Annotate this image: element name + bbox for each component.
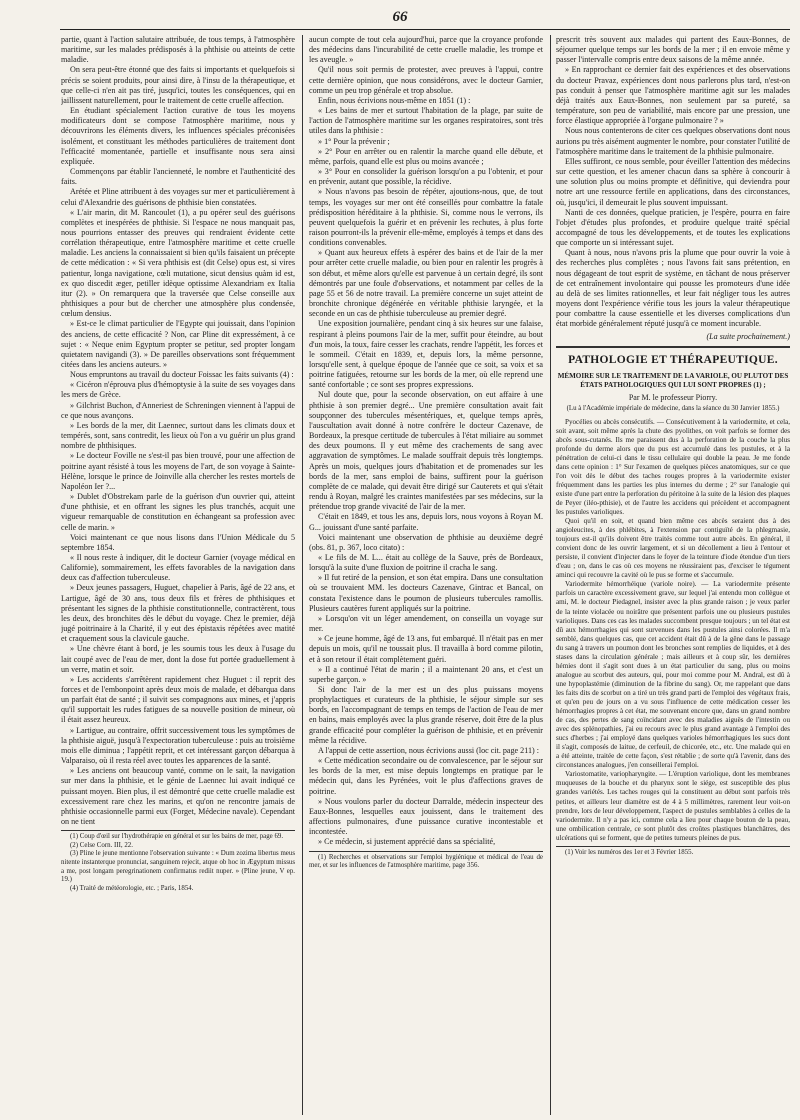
paragraph: » Ce jeune homme, âgé de 13 ans, fut embarqué. Il n'était pas en mer depuis un mois, qu'il ne toussait plus. Il travailla à bord comme pilotin, et à son retour il était complètement guéri. <box>309 634 543 664</box>
paragraph: (1) Voir les numéros des 1er et 3 Février 1855. <box>565 848 694 856</box>
article-title: MÉMOIRE SUR LE TRAITEMENT DE LA VARIOLE, OU PLUTOT DES ÉTATS PATHOLOGIQUES QUI LUI SONT PROPRES (1) ; <box>557 371 789 390</box>
paragraph: aucun compte de tout cela aujourd'hui, parce que la croyance profonde des médecins dans l'incurabilité de cette cruelle maladie, les trompe et les aveugle. » <box>309 35 543 65</box>
paragraph: Pyocélies ou abcès consécutifs. — Consécutivement à la variodermite, et cela, soit avant, soit même après la chute des pyolithes, on voit parfois se former des abcès sous-cutanés. Ils me paraissent dus à la perforation de la couche la plus profonde du derme alors que du pus est accumulé dans les pustules, et à la pénétration de celui-ci dans le tissu cellulaire qui double la peau. Je me fonde dans cette opinion : 1° Sur l'examen de quelques pièces anatomiques, sur ce que l'on voit dès le début des taches rouges propres à la variodermite exister fréquemment dans les parties les plus internes du derme ; 2° sur l'analogie qui existe d'une part entre la perforation du péritoine à la suite de la lésion des plaques de Peyer (iléo-pthisie), et de l'autre les accidens qui précèdent et accompagnent les pustules varioliques. <box>556 417 790 517</box>
paragraph: » Les anciens ont beaucoup vanté, comme on le sait, la navigation sur mer dans la phthisie, et le génie de Laennec lui avait indiqué ce puissant moyen. Bien plus, il est démontré que cette cruelle maladie est excessivement rare chez les marins, et qu'on ne rencontre jamais de phthisie occasionnelle parmi eux (Forget, Médecine navale). Cependant on ne tient <box>61 766 295 827</box>
paragraph: » Deux jeunes passagers, Huguet, chapelier à Paris, âgé de 22 ans, et Lartigue, âgé de 30 ans, tous deux fils et frères de phthisiques et présentant les signes de la phthisie constitutionnelle, contractèrent, tous les deux, des bronchites dès le début du voyage. Chez le premier, déjà jugé poitrinaire à la Charité, il y eut des épistaxis répétées avec matité et craquement sous la clavicule gauche. <box>61 583 295 644</box>
paragraph: » Il fut retiré de la pension, et son état empira. Dans une consultation où se trouvaient MM. les docteurs Cazenave, Gintrac et Bancal, on constata l'existence dans le poumon de plusieurs tubercules ramollis. Plusieurs cautères furent appliqués sur la poitrine. <box>309 573 543 613</box>
paragraph: » 1° Pour la prévenir ; <box>318 136 390 146</box>
paragraph: En étudiant spécialement l'action curative de tous les moyens modificateurs dont se compose l'atmosphère maritime, nous y découvrirons les éléments divers, les influences spéciales préconisées isolément, et constituant les méthodes particulières de traitement dont l'efficacité momentanée, partielle et insuffisante nous sera ainsi expliquée. <box>61 106 295 166</box>
paragraph: prescrit très souvent aux malades qui partent des Eaux-Bonnes, de séjourner quelque temps sur les bords de la mer ; il en envoie même y passer l'intervalle compris entre deux saisons de la même année. <box>556 35 790 65</box>
footnote-rule <box>556 846 790 847</box>
paragraph: Nul doute que, pour la seconde observation, on eut affaire à une phthisie à son premier degré... Une première consultation avait fait soupçonner des tubercules mésentériques, et, quelque temps après, l'auscultation avait donné à notre confrère le docteur Cazenave, de Bordeaux, la presque certitude de tubercules à l'état miliaire au sommet des deux poumons. Il y eut même des crachements de sang avec aggravation de symptômes. Le malade souffrait depuis très longtemps. Après un mois, quelques jours d'habitation et de promenades sur les bords de la mer, sans emploi de bains, suffirent pour la guérison complète de ce malade, qui devait être dirigé sur Cauterets et qui s'était rendu à Royan, malgré les craintes manifestées par ses médecins, sur la prétendue trop grande vivacité de l'air de la mer. <box>309 390 543 512</box>
paragraph: Variostomatite, variopharyngite. — L'éruption variolique, dont les membranes muqueuses de la bouche et du pharynx sont le siége, est susceptible des plus grandes variétés. Les taches rouges qui la constituent au début sont parfois très petites, et ailleurs leur diamètre est de 4 à 5 millimètres, rarement leur voit-on prendre, lors de leur développement, l'aspect de pustules semblables à celles de la variodermite. Il n'y a pas ici, comme cela a lieu pour chaque bouton de la peau, une ombilication centrale, ce sont plutôt des croûtes plastiques blanchâtres, des ulcérations qui se forment, que de petites tumeurs pleines de pus. <box>556 770 790 842</box>
paragraph: » 3° Pour en consolider la guérison lorsqu'on a pu l'obtenir, et pour en prévenir, autant que possible, la récidive. <box>309 167 543 187</box>
paragraph: » Lorsqu'on vit un léger amendement, on conseilla un voyage sur mer. <box>309 613 543 634</box>
column-divider <box>550 35 551 1115</box>
paragraph: Quoi qu'il en soit, et quand bien même ces abcès seraient dus à des angioleucites, à des phlébites, à l'extension par contiguïté de la phlegmasie, toujours est-il qu'ils doivent être traités comme tout autre abcès. En général, il convient donc de les ouvrir largement, et si un décollement a lieu à l'entour et persiste, il convient d'injecter dans le foyer de la teinture d'iode étendue d'un tiers d'eau ; on, dans le cas où ces moyens ne réussiraient pas, d'exciser le tégument aminci qui recouvre la cavité où le pus se forme et s'accumule. <box>556 517 790 580</box>
paragraph: « Les bains de mer et surtout l'habitation de la plage, par suite de l'action de l'atmosphère maritime sur les organes respiratoires, sont très utiles dans la phthisie : <box>309 106 543 136</box>
footnote-rule <box>61 830 295 831</box>
paragraph: Voici maintenant ce que nous lisons dans l'Union Médicale du 5 septembre 1854. <box>61 532 295 552</box>
paragraph: » Il a continué l'état de marin ; il a maintenant 20 ans, et c'est un superbe garçon. » <box>309 664 543 684</box>
paragraph: (3) Pline le jeune mentionne l'observation suivante : « Dum zozima libertus meus nitente instanterque pronunciat, sanguinem rejecit, atque ob hoc in Ægyptum missus a me, post longam peregrinationem confirmatus rediit nuper. » (Pline jeune, V ep. 19.) <box>61 850 295 884</box>
paragraph: » Ce médecin, si justement apprécié dans sa spécialité, <box>318 837 496 847</box>
paragraph: C'était en 1849, et tous les ans, depuis lors, nous voyons à Royan M. G... jouissant d'une santé parfaite. <box>309 512 543 532</box>
paragraph: » Lartigue, au contraire, offrit successivement tous les symptômes de la phthisie aiguë, jusqu'à l'expectoration tuberculeuse : puis au troisième mois elle diminua ; l'appétit reprit, et cet intéressant garçon débarqua à Valparaiso, où il resta réel avec toutes les apparences de la santé. <box>61 725 295 766</box>
column-3-footnotes <box>556 849 790 858</box>
paragraph: « Le fils de M. L... était au collège de la Sauve, près de Bordeaux, lorsqu'à la suite d'une fluxion de poitrine il cracha le sang. <box>309 552 543 573</box>
section-title: PATHOLOGIE ET THÉRAPEUTIQUE. <box>568 353 778 366</box>
paragraph: Commençons par établir l'ancienneté, le nombre et l'authenticité des faits. <box>61 167 295 187</box>
paragraph: Quant à nous, nous n'avons pris la plume que pour ouvrir la voie à des recherches plus complètes ; nous l'avons fait sans prétention, en nous dégageant de tout esprit de système, en tâchant de nous préserver de cet entraînement involontaire qui pousse les promoteurs d'une idée au delà de ses limites rationnelles, et leur fait négliger tous les autres moyens dont l'expérience vérifie tous les jours la valeur thérapeutique pour combattre la cause essentielle et les diverses complications d'un état morbide généralement réputé jusqu'à ce moment incurable. <box>556 248 790 329</box>
article-body <box>556 418 790 843</box>
paragraph: » 2° Pour en arrêter ou en ralentir la marche quand elle débute, et même, parfois, quand elle est plus ou moins avancée ; <box>309 146 543 166</box>
paragraph: Voici maintenant une observation de phthisie au deuxième degré (obs. 81, p. 367, loco citato) : <box>309 532 543 552</box>
paragraph: » Le docteur Foville ne s'est-il pas bien trouvé, pour une affection de poitrine ayant résisté à tous les moyens de l'art, de son voyage à Sainte-Hélène, lorsque le prince de Joinville alla chercher les restes mortels de Napoléon Ier ?... <box>61 451 295 491</box>
paragraph: » Gilchrist Buchon, d'Anneriest de Schreningen viennent à l'appui de ce que nous avançons. <box>61 400 295 420</box>
paragraph: » Nous voulons parler du docteur Darralde, médecin inspecteur des Eaux-Bonnes, lesquelles eaux jouissent, dans le traitement des affections pulmonaires, d'une puissance curative incontestable et incontestée. <box>309 796 543 837</box>
section-separator <box>556 346 790 349</box>
paragraph: Qu'il nous soit permis de protester, avec preuves à l'appui, contre cette dernière opinion, que nous considérons, avec le docteur Garnier, comme un peu trop générale et trop absolue. <box>309 65 543 95</box>
paragraph: « L'air marin, dit M. Rancoulet (1), a pu opérer seul des guérisons complètes et inespérées de phthisie. Si l'espace ne nous manquait pas, nous pourrions entasser des preuves qui rendraient évidente cette corrélation thérapeutique, entre l'atmosphère maritime et cette cruelle maladie. Les anciens la connaissaient si bien qu'ils faisaient un précepte de cette médication : « Si vera phthisis est (dit Celse) opus est, si vires patientur, longa navigatione, cœli mutatione, sicut densius quàm id est, ex quo discedit æger, petiller idèque optissime Alexandriam ex Italia itur (2). » On remarquera que la traversée que Celse conseille aux phthisiques a pour but de chercher une atmosphère plus condensée, cœlum densius. <box>61 207 295 319</box>
paragraph: (1) Coup d'œil sur l'hydrothérapie en général et sur les bains de mer, page 69. <box>70 833 284 841</box>
column-2-footnotes <box>309 854 543 871</box>
footnote-rule <box>309 851 543 852</box>
paragraph: » Dublet d'Obstrekam parle de la guérison d'un ouvrier qui, atteint d'une phthisie, et en offrant les signes les plus tranchés, acquit une vigueur remarquable de constitution en échangeant sa profession avec celle de marin. » <box>61 492 295 532</box>
column-3 <box>556 35 790 1117</box>
paragraph: Elles suffiront, ce nous semble, pour éveiller l'attention des médecins sur cette question, et les amener chacun dans sa sphère à concourir à une solution plus ou moins prompte et définitive, qui deviendra pour notre art une ressource fertile en applications, dans des circonstances, où, jusqu'ici, il demeurait le plus souvent impuissant. <box>556 156 790 207</box>
article-author: Par M. le professeur Piorry. <box>628 392 718 402</box>
paragraph: » Une chèvre étant à bord, je les soumis tous les deux à l'usage du lait coupé avec de l'eau de mer, dont la dose fut portée graduellement à un verre, matin et soir. <box>61 644 295 674</box>
continuation-note: (La suite prochainement.) <box>706 331 790 341</box>
paragraph: (2) Celse Corn. III, 22. <box>70 841 133 849</box>
paragraph: Nous nous contenterons de citer ces quelques observations dont nous aurions pu très aisément augmenter le nombre, pour constater l'utilité de l'atmosphère maritime dans le traitement de la phthisie pulmonaire. <box>556 126 790 156</box>
column-1 <box>61 35 295 1117</box>
paragraph: » Est-ce le climat particulier de l'Egypte qui jouissait, dans l'opinion des anciens, de cette efficacité ? Non, car Pline dit expressément, à ce sujet : « Neque enim Egyptum propter se petitur, sed propter longam quietatem navigandi (3). » De pareilles observations sont fréquemment citées dans les anciens auteurs. » <box>61 319 295 369</box>
paragraph: » Quant aux heureux effets à espérer des bains et de l'air de la mer pour arrêter cette cruelle maladie, ou bien pour en ralentir les progrès à son début, et même alors qu'elle est parvenue à un certain degré, ils sont démontrés par une foule d'observations, et notamment par celles de la page 55 et 56 de notre travail. La première concerne un sujet atteint de bronchite chronique dégénérée en véritable phthisie laryngée, et la seconde en un cas de phthisie tuberculeuse au premier degré. <box>309 248 543 319</box>
paragraph: « Cette médication secondaire ou de convalescence, par le séjour sur les bords de la mer, est mise depuis longtemps en pratique par le médecin qui, dans les Pyrénées, voit le plus d'affections graves de poitrine. <box>309 756 543 796</box>
paragraph: « Cicéron n'éprouva plus d'hémoptysie à la suite de ses voyages dans les mers de Grèce. <box>61 380 295 400</box>
page-number: 66 <box>392 9 408 25</box>
column-2-body <box>309 35 543 848</box>
column-1-footnotes <box>61 833 295 893</box>
paragraph: » Les accidents s'arrêtèrent rapidement chez Huguet : il reprit des forces et de l'embonpoint après deux mois de malade, et débarqua dans un parfait état de santé ; il suivit ses compagnons aux mines, et j'appris qu'il supportait les rudes fatigues de sa nouvelle position de mineur, où il était assez heureux. <box>61 674 295 725</box>
paragraph: (4) Traité de météorologie, etc. ; Paris, 1854. <box>70 884 194 892</box>
paragraph: Si donc l'air de la mer est un des plus puissans moyens prophylactiques et curateurs de la phthisie, le séjour simple sur ses bords, en l'accompagnant de temps en temps de l'action de l'eau de mer en bains, mais employés avec la plus grande réserve, doit être de la plus grande efficacité pour compléter la guérison de phthisie, et en prévenir même la récidive. <box>309 685 543 745</box>
header-rule <box>60 29 790 30</box>
paragraph: On sera peut-être étonné que des faits si importants et quelquefois si précis se soient produits, pour ainsi dire, à l'insu de la thérapeutique, et que celle-ci n'en ait pas tiré, jusqu'ici, toutes les conséquences, qui en jaillissent naturellement, pour le traitement de cette cruelle affection. <box>61 65 295 105</box>
column-3-body <box>556 35 790 330</box>
paragraph: Nous empruntons au travail du docteur Foissac les faits suivants (4) : <box>70 370 294 380</box>
column-1-body <box>61 35 295 827</box>
paragraph: Nanti de ces données, quelque praticien, je l'espère, pourra en faire l'objet d'études plus profondes, et produire quelque traité spécial accompagné de tous les développements, et de toutes les explications que comporte un si intéressant sujet. <box>556 207 790 248</box>
paragraph: Variodermite hémorrhéique (variole noire). — La variodermite présente parfois un caractère excessivement grave, sur lequel j'ai entendu mon collègue et ami, M. le docteur Piedagnel, insister avec la plus grande raison ; je veux parler de la teinte violacée ou noirâtre que présentent parfois une ou plusieurs pustules varioliques. Dans ces cas les malades succombent presque toujours ; un tel état est dû aux hémorrhagies qui sont survenues dans les pustules ainsi colorées. Il m'a semblé, dans quelques cas, que cet accident était dû à de la gêne dans le passage du sang à travers un poumon dont les bronches sont remplies de liquides, et à des stases dans la circulation générale ; mais ailleurs et à coup sûr, les dernières hémies dont il s'agit sont dues à un état particulier du sang, plus ou moins analogue au scorbut des auteurs, qui, pour moi comme pour M. Andral, est dû à une hypoplastémie (diminution de la fibrine du sang). Or, me rappelant que dans les faits dits de scorbut on a tiré un très grand parti de l'emploi des végétaux frais, et qu'en peu de jours on a vu sous l'influence de cette médication cesser les hémorrhagies propres à cet état, me souvenant encore que, dans un grand nombre de cas, des pertes de sang coïncidant avec des maladies aiguës de l'intestin ou avec des splénopathies, j'ai eu recours avec le plus grand avantage à l'emploi des sucs d'herbes ; j'ai employé dans quelques varioles hémorrhagiques les sucs dont il s'agit, composés de laitue, de cerfeuil, de chicorée, etc., etc. Une malade qui en a été atteinte, traitée de cette façon, s'est rétablie ; de sorte qu'à l'avenir, dans des circonstances analogues, j'en conseillerai l'emploi. <box>556 580 790 770</box>
paragraph: Enfin, nous écrivions nous-même en 1851 (1) : <box>318 95 471 105</box>
column-2 <box>309 35 543 1117</box>
paragraph: » Nous n'avons pas besoin de répéter, ajoutions-nous, que, de tout temps, les voyages sur mer ont été conseillés pour combattre la fatale prédisposition héréditaire à la phthisie. Si, comme nous le verrons, ils peuvent quelquefois la guérir et en prévenir les rechutes, à plus forte raison pourront-ils la prévenir elle-même, employés à temps et dans des conditions convenables. <box>309 187 543 248</box>
paragraph: (1) Recherches et observations sur l'emploi hygiénique et médical de l'eau de mer, et sur les influences de l'atmosphère maritime, page 356. <box>309 853 543 870</box>
article-read-note: (Lu à l'Académie impériale de médecine, dans la séance du 30 Janvier 1855.) <box>566 404 780 412</box>
paragraph: » Les bords de la mer, dit Laennec, surtout dans les climats doux et tempérés, sont, sans contredit, les lieux où l'on a vu guérir un plus grand nombre de phthisiques. <box>61 420 295 451</box>
paragraph: A l'appui de cette assertion, nous écrivions aussi (loc cit. page 211) : <box>318 745 539 755</box>
paragraph: Une exposition journalière, pendant cinq à six heures sur une falaise, respirant à pleins poumons l'air de la mer, suffit pour éteindre, au bout d'un mois, la toux, faire cesser les crachats, rendre l'appétit, les forces et le sommeil. C'était en 1839, et, depuis lors, la même personne, lorsqu'elle sent, à quelque époque de l'année que ce soit, sa voix et sa poitrine fatiguées, retourne sur les bords de la mer, où elle reprend une santé confortable ; ce sont ses propres expressions. <box>309 319 543 390</box>
paragraph: » En rapprochant ce dernier fait des expériences et des observations du docteur Pravaz, expériences dont nous parlerons plus tard, n'est-on pas conduit à penser que l'atmosphère maritime agit sur les malades déjà traités aux Eaux-Bonnes, non seulement par sa pureté, sa température, son peu de variabilité, mais encore par une pression, une force élastique appropriée à l'organe pulmonaire ? » <box>556 65 790 126</box>
paragraph: Arétée et Pline attribuent à des voyages sur mer et particulièrement à celui d'Alexandrie des guérisons de phthisie bien constatées. <box>61 187 295 207</box>
paragraph: partie, quant à l'action salutaire attribuée, de tous temps, à l'atmosphère maritime, sur les malades prédisposés à la phthisie ou atteints de cette maladie. <box>61 35 295 65</box>
column-divider <box>302 35 303 1115</box>
paragraph: « Il nous reste à indiquer, dit le docteur Garnier (voyage médical en Californie), sommairement, les effets favorables de la navigation dans deux cas d'affection tuberculeuse. <box>61 552 295 583</box>
